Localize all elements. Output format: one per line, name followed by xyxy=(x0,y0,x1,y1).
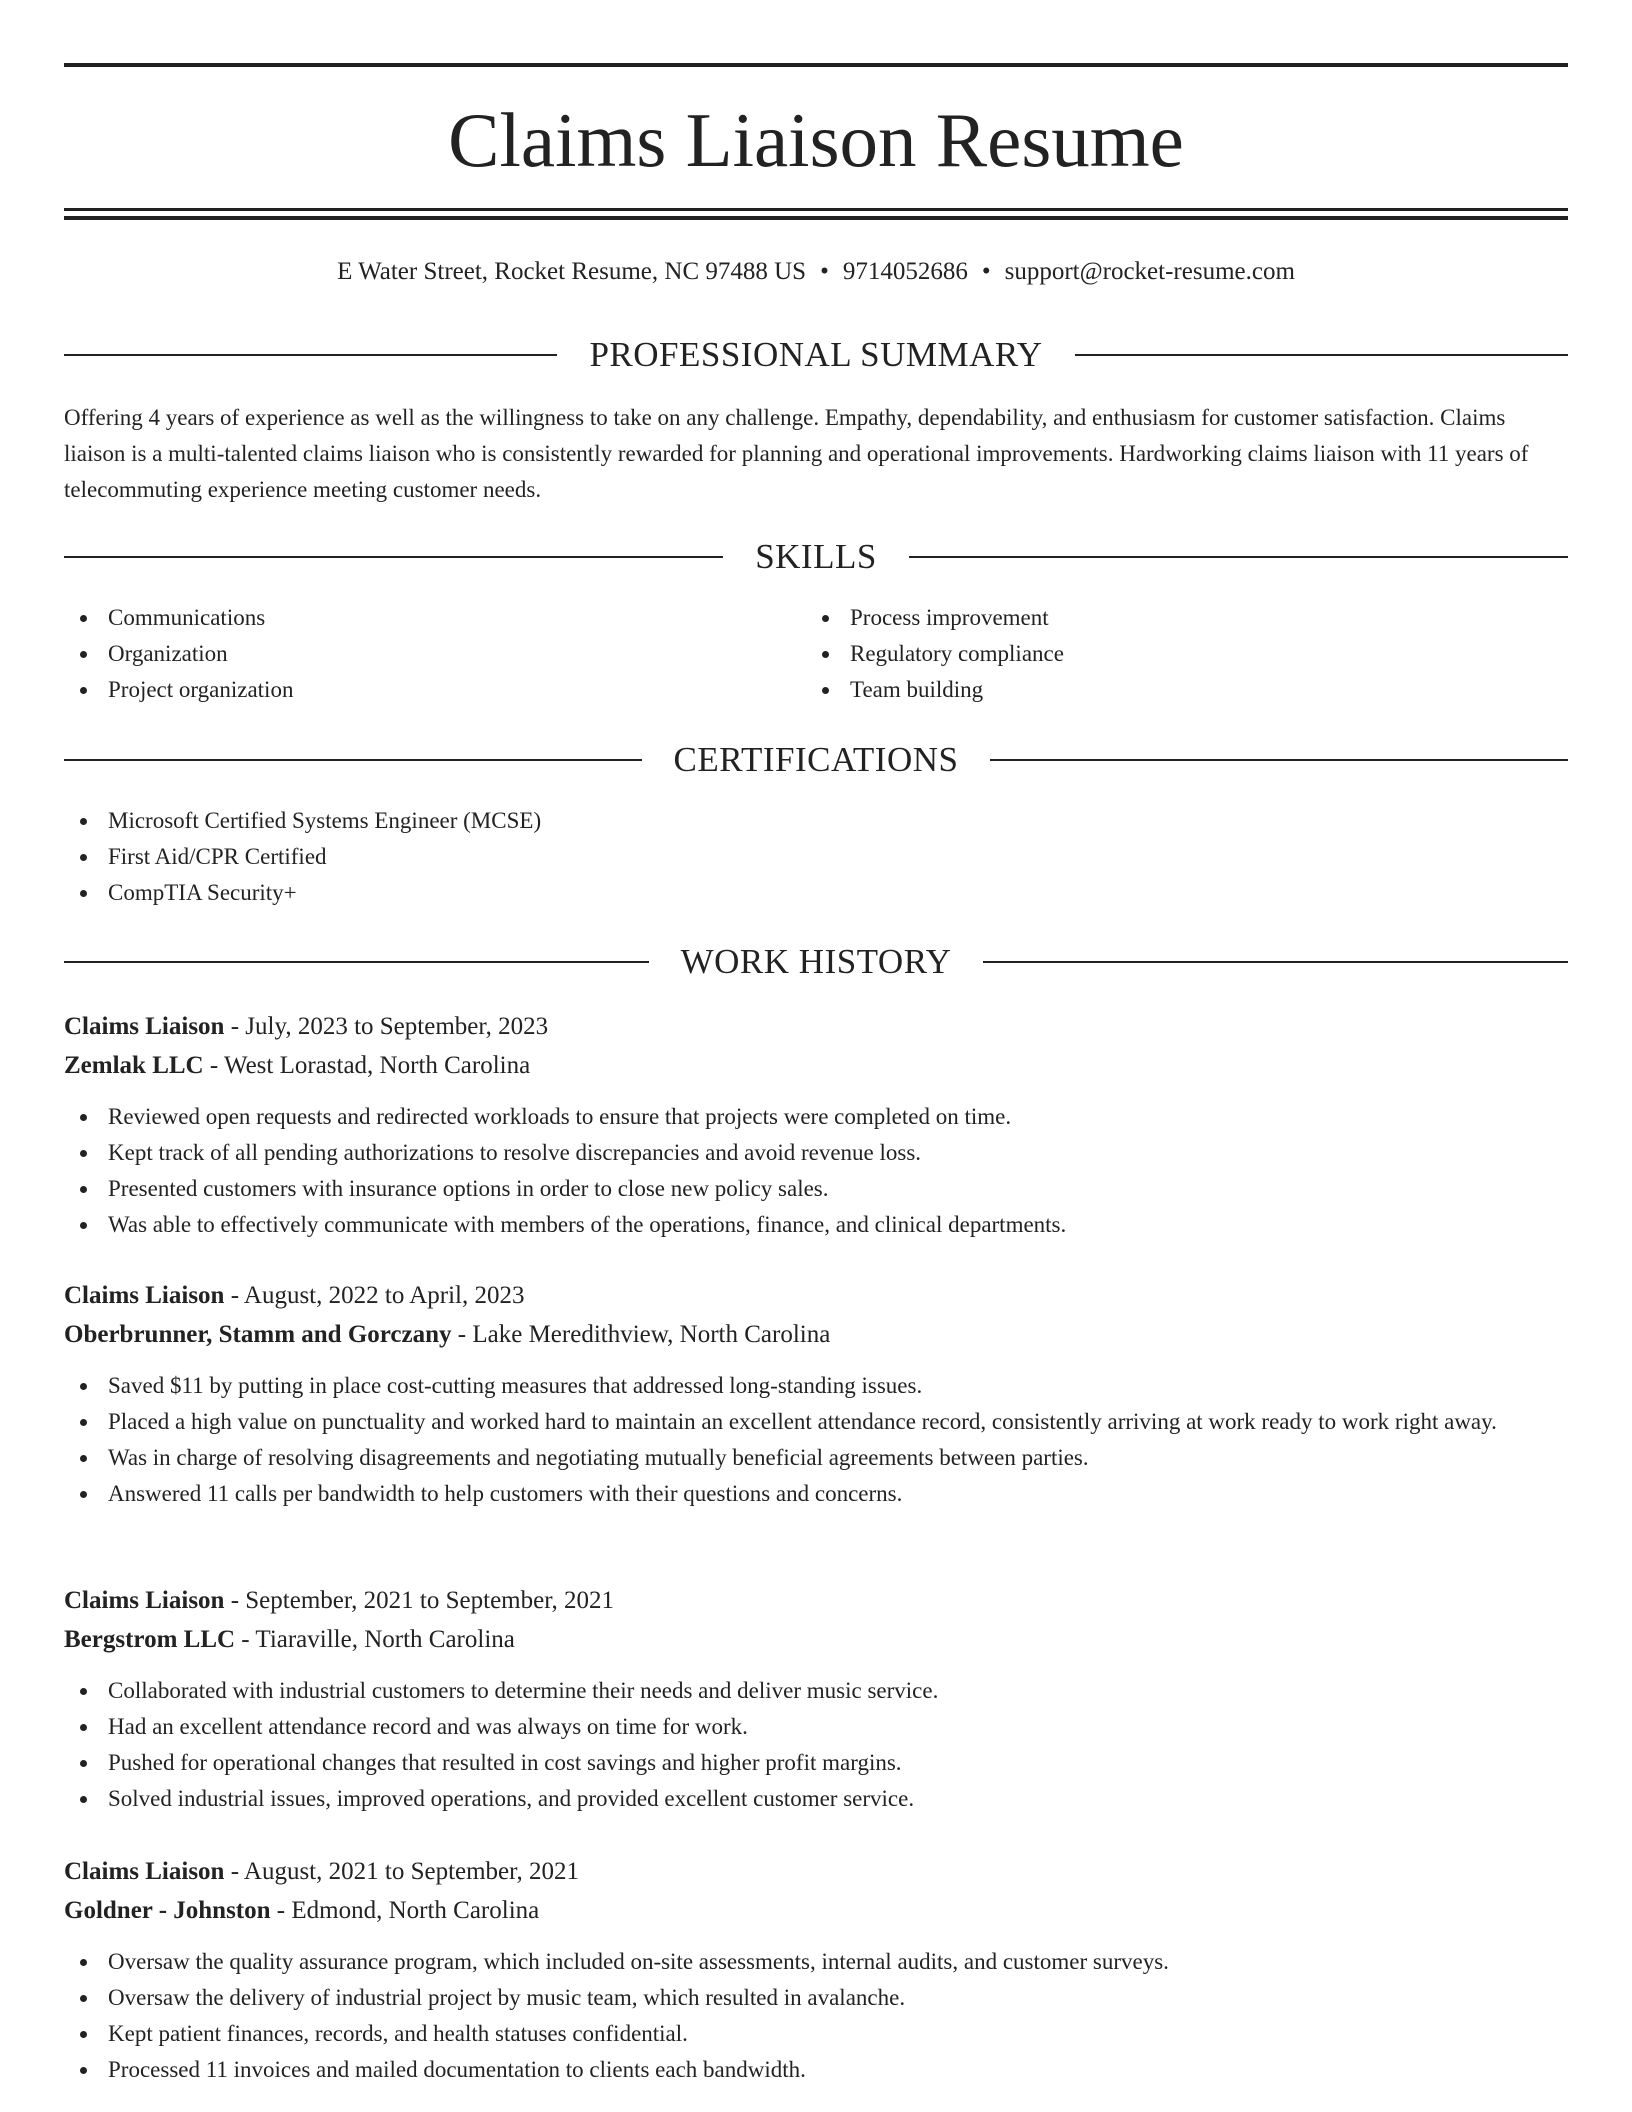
top-rule xyxy=(64,63,1568,67)
job-bullet-text: Presented customers with insurance options in order to close new policy sales. xyxy=(108,1176,829,1201)
contact-separator: • xyxy=(820,258,829,285)
bullet-icon xyxy=(80,615,87,622)
bullet-icon xyxy=(80,2031,87,2038)
job-location: - Edmond, North Carolina xyxy=(270,1897,540,1924)
certification-label: CompTIA Security+ xyxy=(108,880,297,905)
job-title: Claims Liaison xyxy=(64,1587,225,1614)
job-bullet xyxy=(64,1171,1568,1207)
bullet-icon xyxy=(80,1455,87,1462)
skill-item xyxy=(806,672,1064,708)
bullet-icon xyxy=(80,651,87,658)
bullet-icon xyxy=(80,1796,87,1803)
skill-item xyxy=(64,636,293,672)
job-company-line xyxy=(64,1891,1568,1930)
job-bullet-text: Collaborated with industrial customers to determine their needs and deliver music service. xyxy=(108,1678,939,1703)
job-bullet-text: Pushed for operational changes that resulted in cost savings and higher profit margins. xyxy=(108,1750,902,1775)
job-location: - West Lorastad, North Carolina xyxy=(203,1052,531,1079)
job-dates: - September, 2021 to September, 2021 xyxy=(224,1587,615,1614)
bullet-icon xyxy=(80,890,87,897)
bullet-icon xyxy=(80,818,87,825)
certification-label: Microsoft Certified Systems Engineer (MCSE) xyxy=(108,808,542,833)
job-bullet xyxy=(64,2016,1568,2052)
skill-item xyxy=(806,636,1064,672)
job-bullet xyxy=(64,1476,1568,1512)
job-bullet-text: Reviewed open requests and redirected workloads to ensure that projects were completed on time. xyxy=(108,1104,1012,1129)
job-title-line xyxy=(64,1276,1568,1315)
bullet-icon xyxy=(80,1959,87,1966)
job-bullet-text: Kept patient finances, records, and health statuses confidential. xyxy=(108,2021,688,2046)
divider-line xyxy=(64,354,557,356)
job-company-line xyxy=(64,1046,1568,1085)
job-bullet xyxy=(64,1781,1568,1817)
certification-item xyxy=(64,875,541,911)
divider-line xyxy=(64,759,642,761)
job-bullet xyxy=(64,1440,1568,1476)
job-company-line xyxy=(64,1315,1568,1354)
skill-label: Organization xyxy=(108,641,228,666)
skills-list-left xyxy=(64,600,293,708)
job-entry xyxy=(64,1007,1568,1243)
bullet-icon xyxy=(80,2067,87,2074)
section-title: WORK HISTORY xyxy=(680,942,952,981)
skill-item xyxy=(64,600,293,636)
contact-email[interactable]: support@rocket-resume.com xyxy=(1004,258,1295,285)
job-bullet-text: Processed 11 invoices and mailed documentation to clients each bandwidth. xyxy=(108,2057,806,2082)
divider-line xyxy=(909,556,1568,558)
job-bullet-text: Solved industrial issues, improved operations, and provided excellent customer service. xyxy=(108,1786,915,1811)
job-title-line xyxy=(64,1007,1568,1046)
job-location: - Lake Meredithview, North Carolina xyxy=(451,1321,831,1348)
bullet-icon xyxy=(80,1186,87,1193)
job-bullet xyxy=(64,1404,1568,1440)
bullet-icon xyxy=(80,1114,87,1121)
contact-separator: • xyxy=(981,258,991,285)
bullet-icon xyxy=(80,1995,87,2002)
certification-item xyxy=(64,803,541,839)
job-bullet xyxy=(64,1980,1568,2016)
bullet-icon xyxy=(822,615,829,622)
job-bullet xyxy=(64,1368,1568,1404)
bullet-icon xyxy=(80,1688,87,1695)
section-heading-skills xyxy=(64,535,1568,579)
job-title: Claims Liaison xyxy=(64,1858,225,1885)
section-heading-summary xyxy=(64,333,1568,377)
bullet-icon xyxy=(80,1760,87,1767)
job-title: Claims Liaison xyxy=(64,1013,225,1040)
job-bullet xyxy=(64,1135,1568,1171)
job-entry xyxy=(64,1276,1568,1512)
certifications-list xyxy=(64,803,541,911)
bullet-icon xyxy=(80,687,87,694)
job-entry xyxy=(64,1852,1568,2088)
job-bullet xyxy=(64,1207,1568,1243)
job-company-line xyxy=(64,1620,1568,1659)
section-title: CERTIFICATIONS xyxy=(673,740,959,779)
skills-list-right xyxy=(806,600,1064,708)
divider-line xyxy=(64,961,649,963)
divider-line xyxy=(983,961,1568,963)
job-bullet-text: Oversaw the delivery of industrial project by music team, which resulted in avalanche. xyxy=(108,1985,906,2010)
job-bullets xyxy=(64,1368,1568,1512)
job-bullet-text: Oversaw the quality assurance program, which included on-site assessments, internal audits, and customer surveys. xyxy=(108,1949,1169,1974)
skill-label: Communications xyxy=(108,605,266,630)
skill-item xyxy=(806,600,1064,636)
job-title: Claims Liaison xyxy=(64,1282,225,1309)
job-company: Goldner - Johnston xyxy=(64,1897,271,1924)
job-bullet-text: Was able to effectively communicate with members of the operations, finance, and clinical departments. xyxy=(108,1212,1067,1237)
bullet-icon xyxy=(80,1724,87,1731)
job-bullet-text: Had an excellent attendance record and was always on time for work. xyxy=(108,1714,748,1739)
bullet-icon xyxy=(80,1383,87,1390)
bullet-icon xyxy=(822,687,829,694)
job-title-line xyxy=(64,1852,1568,1891)
job-bullet xyxy=(64,1099,1568,1135)
job-dates: - August, 2021 to September, 2021 xyxy=(224,1858,579,1885)
resume-title: Claims Liaison Resume xyxy=(448,97,1184,183)
contact-line xyxy=(64,255,1568,289)
title-double-rule xyxy=(64,208,1568,220)
section-heading-certifications xyxy=(64,738,1568,782)
job-bullets xyxy=(64,1944,1568,2088)
divider-line xyxy=(1075,354,1568,356)
job-bullet-text: Was in charge of resolving disagreements and negotiating mutually beneficial agreements between parties. xyxy=(108,1445,1089,1470)
bullet-icon xyxy=(80,1222,87,1229)
section-title: SKILLS xyxy=(755,537,877,576)
job-bullets xyxy=(64,1099,1568,1243)
divider-line xyxy=(64,556,723,558)
job-bullet-text: Answered 11 calls per bandwidth to help customers with their questions and concerns. xyxy=(108,1481,903,1506)
divider-line xyxy=(990,759,1568,761)
section-heading-work-history xyxy=(64,940,1568,984)
job-bullet xyxy=(64,2052,1568,2088)
job-bullet xyxy=(64,1709,1568,1745)
skill-label: Regulatory compliance xyxy=(850,641,1064,666)
bullet-icon xyxy=(822,651,829,658)
summary-paragraph: Offering 4 years of experience as well as the willingness to take on any challenge. Empathy, dependability, and enthusiasm for customer satisfaction. Claims liaison is a multi-talented claims liaison who is consistently rewarded for planning and operational improvements. Hardworking claims liaison with 11 years of telecommuting experience meeting customer needs. xyxy=(64,405,1529,502)
bullet-icon xyxy=(80,854,87,861)
job-bullet-text: Saved $11 by putting in place cost-cutting measures that addressed long-standing issues. xyxy=(108,1373,923,1398)
job-title-line xyxy=(64,1581,1568,1620)
bullet-icon xyxy=(80,1491,87,1498)
skill-label: Project organization xyxy=(108,677,294,702)
job-bullet xyxy=(64,1944,1568,1980)
contact-phone[interactable]: 9714052686 xyxy=(842,258,968,285)
certification-label: First Aid/CPR Certified xyxy=(108,844,327,869)
job-company: Oberbrunner, Stamm and Gorczany xyxy=(64,1321,452,1348)
job-company: Zemlak LLC xyxy=(64,1052,204,1079)
skill-label: Process improvement xyxy=(850,605,1049,630)
job-bullet-text: Kept track of all pending authorizations to resolve discrepancies and avoid revenue loss. xyxy=(108,1140,922,1165)
job-entry xyxy=(64,1581,1568,1817)
section-title: PROFESSIONAL SUMMARY xyxy=(589,335,1043,374)
job-bullet-text: Placed a high value on punctuality and worked hard to maintain an excellent attendance record, consistently arriving at work ready to work right away. xyxy=(108,1409,1497,1434)
skill-label: Team building xyxy=(850,677,984,702)
job-bullet xyxy=(64,1745,1568,1781)
contact-address: E Water Street, Rocket Resume, NC 97488 US xyxy=(337,258,807,285)
bullet-icon xyxy=(80,1150,87,1157)
skill-item xyxy=(64,672,293,708)
job-dates: - July, 2023 to September, 2023 xyxy=(224,1013,549,1040)
job-bullets xyxy=(64,1673,1568,1817)
job-dates: - August, 2022 to April, 2023 xyxy=(224,1282,525,1309)
job-bullet xyxy=(64,1673,1568,1709)
job-location: - Tiaraville, North Carolina xyxy=(235,1626,515,1653)
bullet-icon xyxy=(80,1419,87,1426)
job-company: Bergstrom LLC xyxy=(64,1626,236,1653)
certification-item xyxy=(64,839,541,875)
